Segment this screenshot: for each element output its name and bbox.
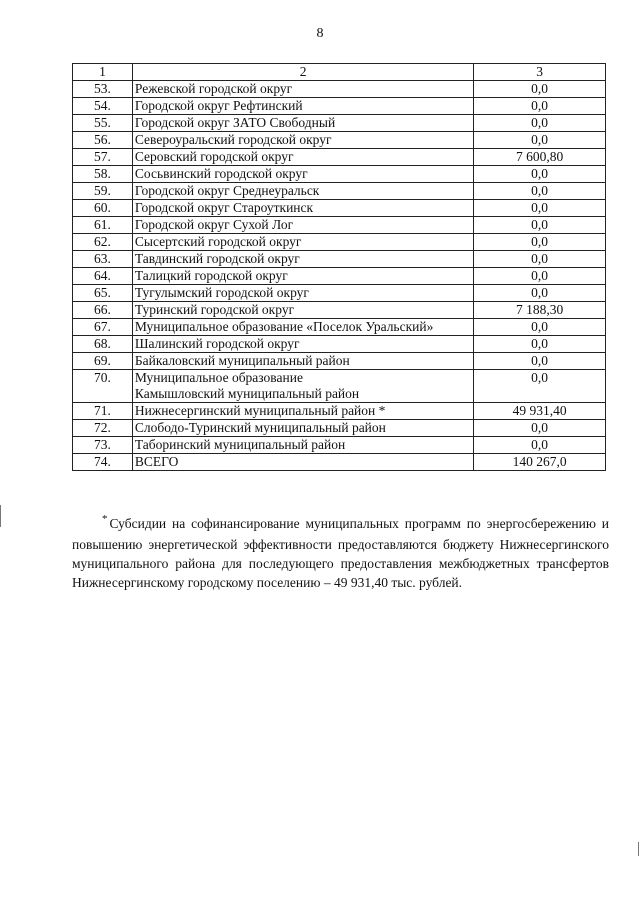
footnote-marker: * (102, 513, 108, 525)
row-name: Североуральский городской округ (132, 132, 473, 149)
table-row (73, 353, 606, 370)
row-number: 53. (73, 81, 133, 98)
row-value: 0,0 (474, 166, 606, 183)
table-row (73, 319, 606, 336)
row-name: Тавдинский городской округ (132, 251, 473, 268)
table-row (73, 217, 606, 234)
header-col-1: 1 (73, 64, 133, 81)
row-value: 0,0 (474, 268, 606, 285)
row-name: Байкаловский муниципальный район (132, 353, 473, 370)
row-number: 73. (73, 437, 133, 454)
row-name: Туринский городской округ (132, 302, 473, 319)
row-value: 0,0 (474, 336, 606, 353)
row-number: 60. (73, 200, 133, 217)
row-value: 0,0 (474, 319, 606, 336)
row-number: 61. (73, 217, 133, 234)
row-value: 0,0 (474, 234, 606, 251)
row-value: 0,0 (474, 353, 606, 370)
table-total-row (73, 454, 606, 471)
row-value: 7 188,30 (474, 302, 606, 319)
footnote-text: Субсидии на софинансирование муниципальных программ по энергосбережению и повышению энергетической эффективности предоставляются бюджету Нижнесергинского муниципального района для последующего предоставления межбюджетных трансфертов Нижнесергинскому городскому поселению – 49 931,40 тыс. рублей. (72, 516, 609, 590)
table-row (73, 251, 606, 268)
table-row (73, 370, 606, 403)
row-name: Сысертский городской округ (132, 234, 473, 251)
table-row (73, 234, 606, 251)
row-number: 63. (73, 251, 133, 268)
row-name: Слободо-Туринский муниципальный район (132, 420, 473, 437)
table-row (73, 166, 606, 183)
table-row (73, 200, 606, 217)
row-value: 7 600,80 (474, 149, 606, 166)
row-value: 0,0 (474, 420, 606, 437)
scan-margin-mark (638, 842, 639, 856)
page-number: 8 (316, 26, 324, 41)
row-name: Городской округ Среднеуральск (132, 183, 473, 200)
row-number: 62. (73, 234, 133, 251)
row-value: 0,0 (474, 437, 606, 454)
table-row (73, 149, 606, 166)
row-name: Сосьвинский городской округ (132, 166, 473, 183)
table-header-row (73, 64, 606, 81)
header-col-2: 2 (132, 64, 473, 81)
row-number: 69. (73, 353, 133, 370)
table-row (73, 132, 606, 149)
table-row (73, 183, 606, 200)
row-value: 0,0 (474, 217, 606, 234)
row-number: 72. (73, 420, 133, 437)
row-name-line-1: Муниципальное образование (134, 370, 303, 385)
row-number: 67. (73, 319, 133, 336)
footnote (72, 514, 609, 592)
subsidy-table (72, 63, 606, 471)
row-number: 54. (73, 98, 133, 115)
row-name: Городской округ Сухой Лог (132, 217, 473, 234)
row-number: 55. (73, 115, 133, 132)
row-name: Нижнесергинский муниципальный район * (132, 403, 473, 420)
table-row (73, 403, 606, 420)
row-number: 74. (73, 454, 133, 471)
row-value: 0,0 (474, 81, 606, 98)
table-row (73, 420, 606, 437)
table-row (73, 437, 606, 454)
row-name: Таборинский муниципальный район (132, 437, 473, 454)
row-value-total: 140 267,0 (474, 454, 606, 471)
table-row (73, 285, 606, 302)
row-name: Тугулымский городской округ (132, 285, 473, 302)
row-value: 0,0 (474, 251, 606, 268)
row-name: Серовский городской округ (132, 149, 473, 166)
table-row (73, 268, 606, 285)
row-number: 64. (73, 268, 133, 285)
row-value: 0,0 (474, 115, 606, 132)
row-value: 49 931,40 (474, 403, 606, 420)
row-number: 66. (73, 302, 133, 319)
row-name-line-2: Камышловский муниципальный район (134, 386, 360, 401)
row-value: 0,0 (474, 98, 606, 115)
table-row (73, 81, 606, 98)
row-number: 57. (73, 149, 133, 166)
row-value: 0,0 (474, 285, 606, 302)
table-body (73, 81, 606, 471)
row-value: 0,0 (474, 132, 606, 149)
row-value: 0,0 (474, 183, 606, 200)
row-name: Режевской городской округ (132, 81, 473, 98)
row-number: 70. (73, 370, 133, 403)
table-row (73, 302, 606, 319)
row-number: 68. (73, 336, 133, 353)
row-name-total: ВСЕГО (132, 454, 473, 471)
row-name: Городской округ Рефтинский (132, 98, 473, 115)
row-name: Талицкий городской округ (132, 268, 473, 285)
table-row (73, 336, 606, 353)
row-name: Муниципальное образование «Поселок Уральский» (132, 319, 473, 336)
row-value: 0,0 (474, 200, 606, 217)
table-row (73, 98, 606, 115)
row-number: 59. (73, 183, 133, 200)
row-name: Городской округ Староуткинск (132, 200, 473, 217)
row-number: 65. (73, 285, 133, 302)
row-number: 71. (73, 403, 133, 420)
row-number: 56. (73, 132, 133, 149)
scan-margin-mark (0, 505, 1, 527)
table-row (73, 115, 606, 132)
row-name: Шалинский городской округ (132, 336, 473, 353)
header-col-3: 3 (474, 64, 606, 81)
row-name (132, 370, 473, 403)
row-number: 58. (73, 166, 133, 183)
row-name: Городской округ ЗАТО Свободный (132, 115, 473, 132)
row-value: 0,0 (474, 370, 606, 403)
